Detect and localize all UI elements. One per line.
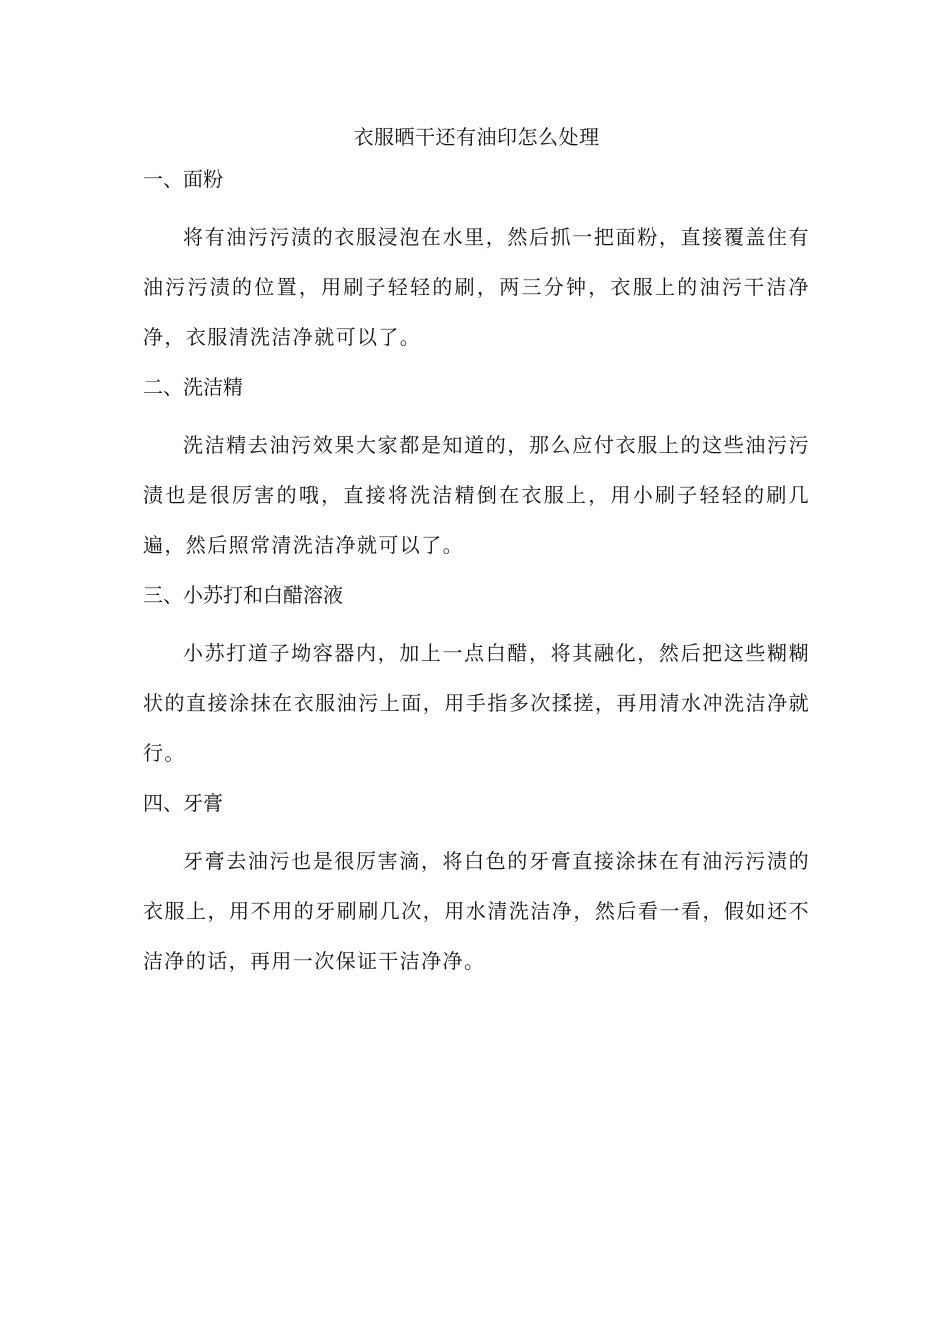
document-content [143, 120, 810, 994]
section-flour [143, 162, 810, 362]
section-dish-soap [143, 370, 810, 570]
document-title: 衣服晒干还有油印怎么处理 [353, 125, 600, 149]
section-toothpaste [143, 786, 810, 986]
section-body: 牙膏去油污也是很厉害滴，将白色的牙膏直接涂抹在有油污污渍的衣服上，用不用的牙刷刷几次，用水清洗洁净，然后看一看，假如还不洁净的话，再用一次保证干洁净净。 [143, 849, 810, 973]
section-body: 将有油污污渍的衣服浸泡在水里，然后抓一把面粉，直接覆盖住有油污污渍的位置，用刷子轻轻的刷，两三分钟，衣服上的油污干洁净净，衣服清洗洁净就可以了。 [143, 225, 810, 349]
section-body: 洗洁精去油污效果大家都是知道的，那么应付衣服上的这些油污污渍也是很厉害的哦，直接将洗洁精倒在衣服上，用小刷子轻轻的刷几遍，然后照常清洗洁净就可以了。 [143, 433, 810, 557]
section-heading: 一、面粉 [143, 167, 223, 191]
section-heading: 二、洗洁精 [143, 375, 243, 399]
section-heading: 四、牙膏 [143, 791, 223, 815]
section-body: 小苏打道子坳容器内，加上一点白醋，将其融化，然后把这些糊糊状的直接涂抹在衣服油污上面，用手指多次揉搓，再用清水冲洗洁净就行。 [143, 641, 810, 765]
section-heading: 三、小苏打和白醋溶液 [143, 583, 343, 607]
section-baking-soda-vinegar [143, 578, 810, 778]
